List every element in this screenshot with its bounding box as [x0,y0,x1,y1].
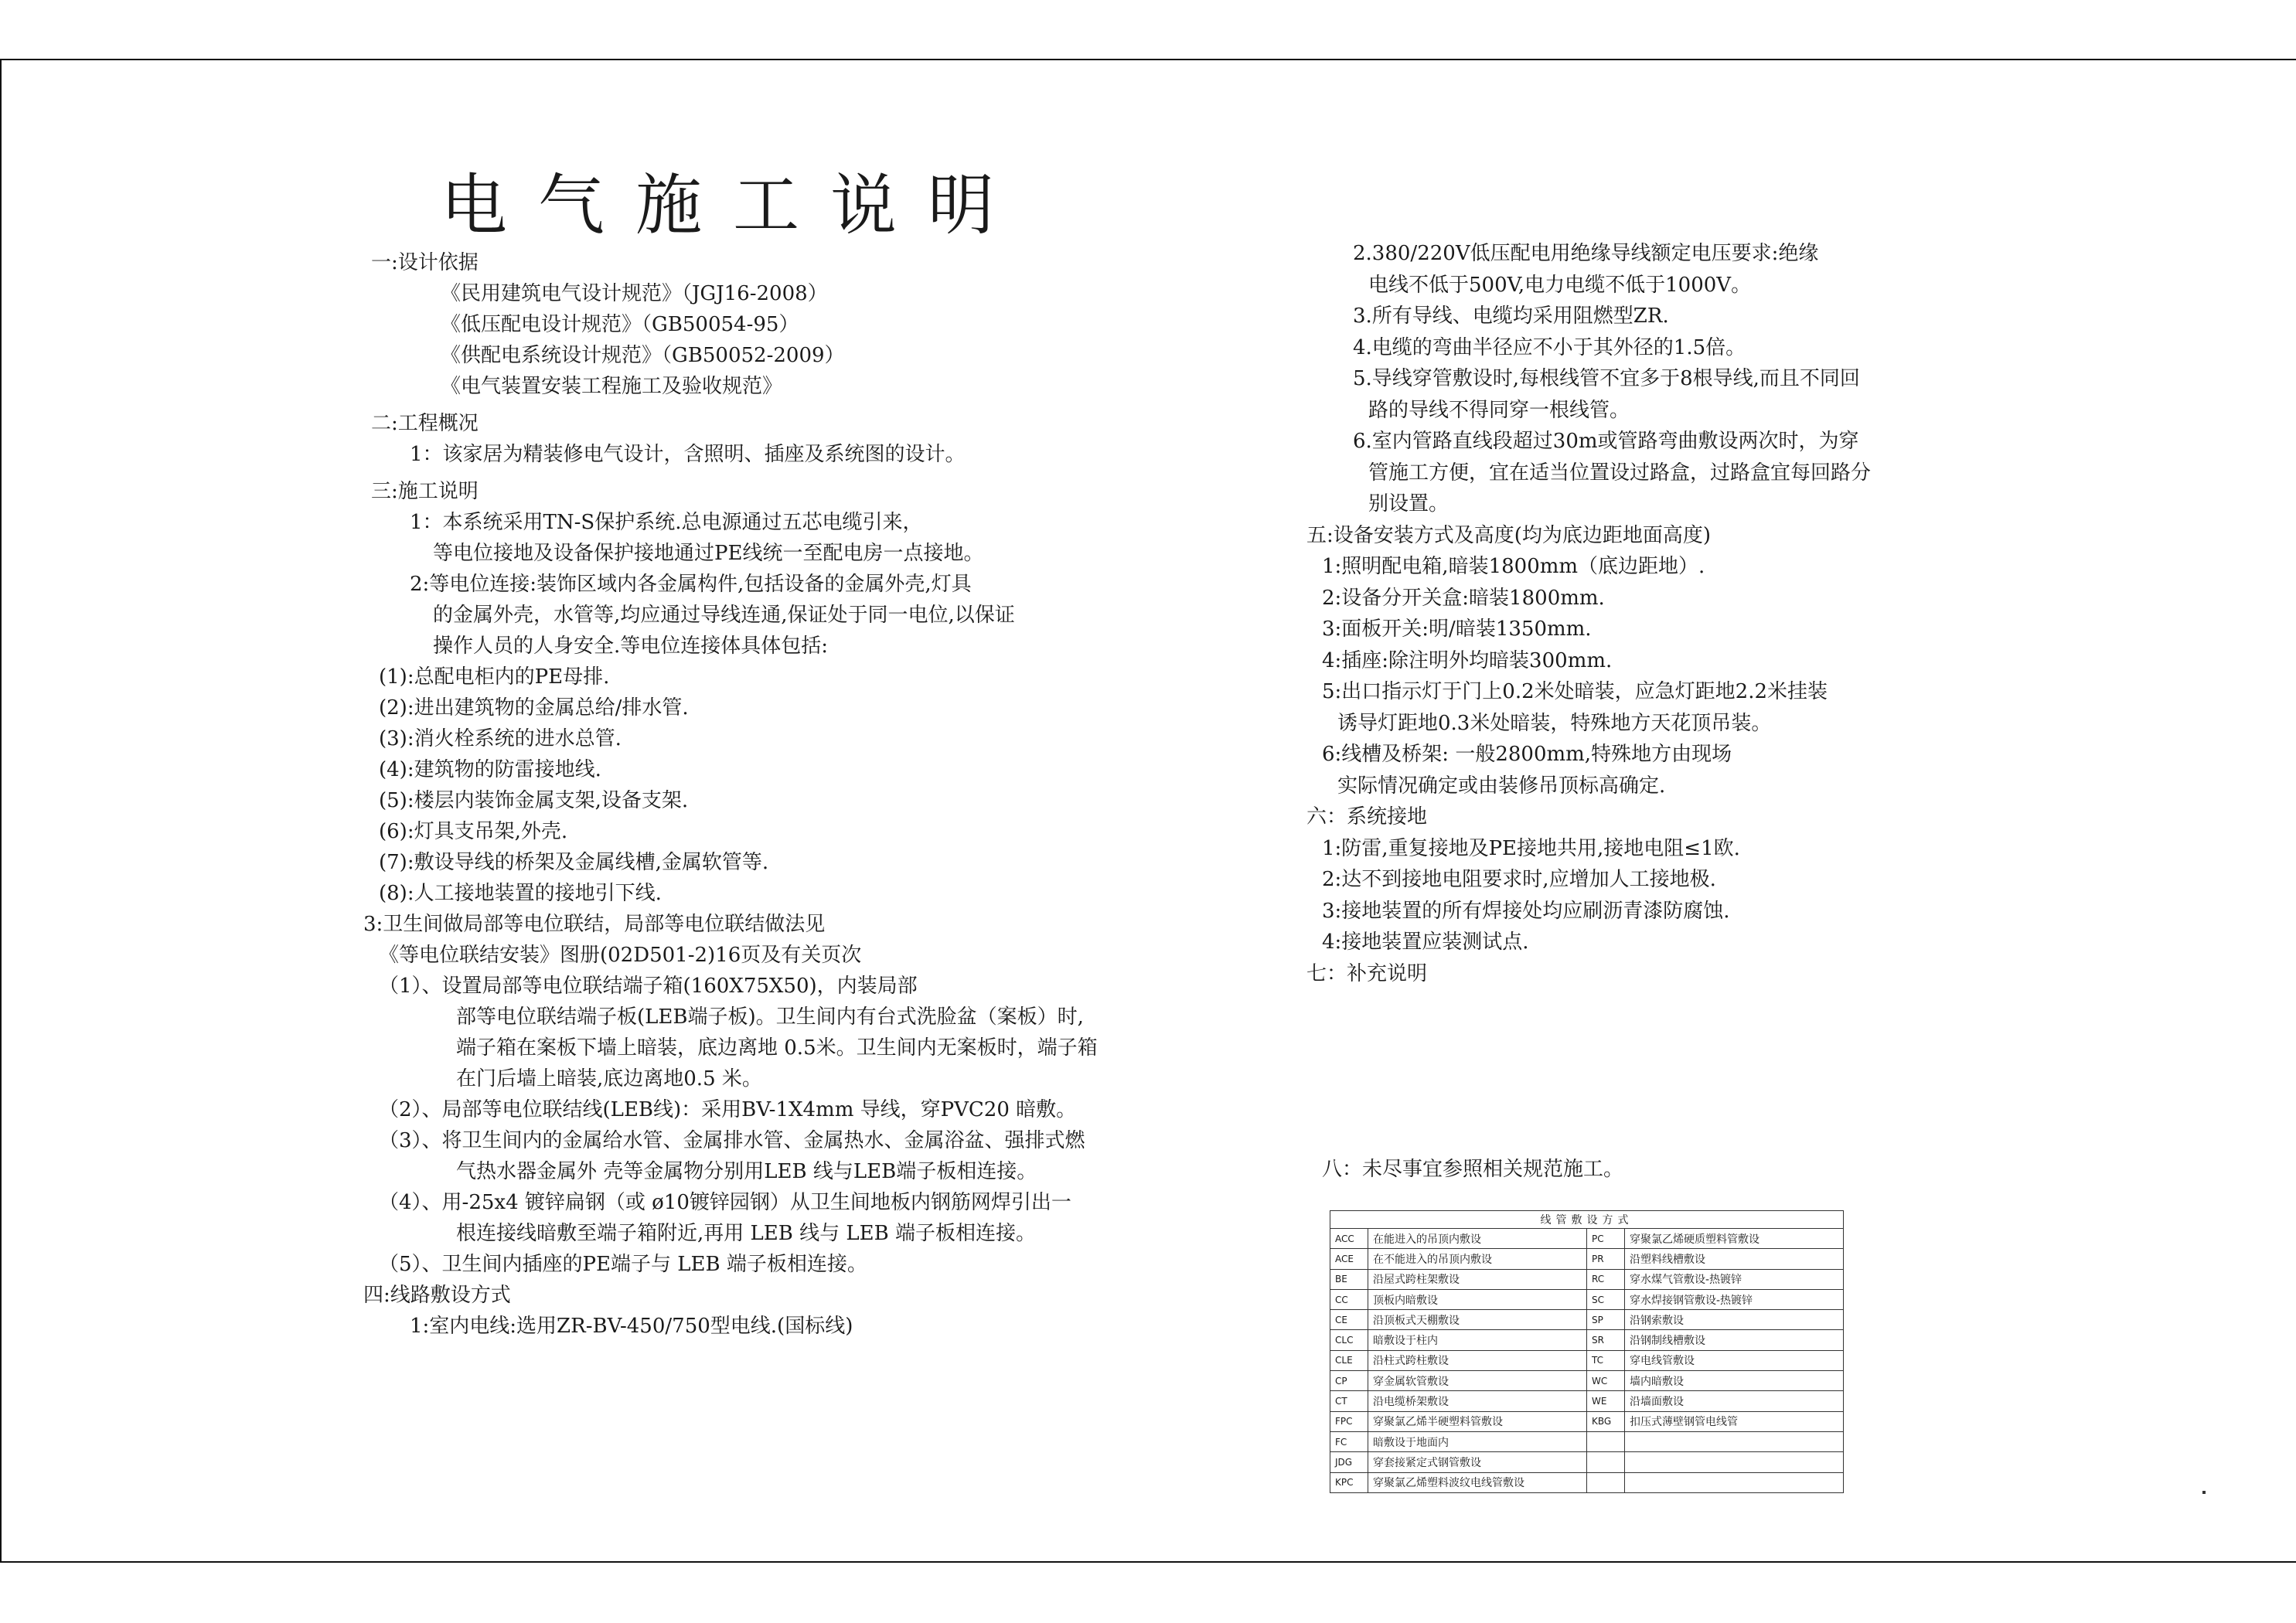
left-text-line: (3):消火栓系统的进水总管. [379,727,622,750]
wiring-desc-cell: 穿金属软管敷设 [1368,1371,1587,1391]
wiring-code-cell: SC [1587,1289,1625,1309]
left-text-line: 《低压配电设计规范》（GB50054-95） [441,313,799,336]
wiring-desc-cell: 沿屋式跨柱架敷设 [1368,1269,1587,1289]
left-text-line: 3:卫生间做局部等电位联结，局部等电位联结做法见 [363,913,826,936]
wiring-code-cell: CT [1330,1391,1368,1411]
left-text-line: 等电位接地及设备保护接地通过PE线统一至配电房一点接地。 [433,542,984,565]
wiring-desc-cell: 沿顶板式天棚敷设 [1368,1310,1587,1330]
wiring-code-cell: FC [1330,1431,1368,1451]
wiring-desc-cell: 穿电线管敷设 [1625,1350,1844,1370]
right-text-line: 5.导线穿管敷设时,每根线管不宜多于8根导线,而且不同回 [1353,367,1860,390]
wiring-desc-cell: 沿墙面敷设 [1625,1391,1844,1411]
left-text-line: （3）、将卫生间内的金属给水管、金属排水管、金属热水、金属浴盆、强排式燃 [379,1129,1085,1152]
wiring-code-cell: CC [1330,1289,1368,1309]
right-text-line: 路的导线不得同穿一根线管。 [1368,398,1630,422]
wiring-desc-cell: 穿聚氯乙烯硬质塑料管敷设 [1625,1229,1844,1249]
wiring-desc-cell [1625,1472,1844,1492]
wiring-code-cell [1587,1431,1625,1451]
left-text-line: （2）、局部等电位联结线(LEB线)：采用BV-1X4mm 导线，穿PVC20 暗敷。 [379,1098,1077,1121]
left-text-line: 三:施工说明 [371,480,479,503]
left-column [363,247,1214,1342]
right-text-line: 3:接地装置的所有焊接处均应刷沥青漆防腐蚀. [1322,899,1730,923]
wiring-code-cell: ACC [1330,1229,1368,1249]
left-text-line: (4):建筑物的防雷接地线. [379,758,601,781]
wiring-desc-cell [1625,1431,1844,1451]
table-row [1330,1391,1844,1411]
wiring-code-cell: CLC [1330,1330,1368,1350]
right-text-line: 3:面板开关:明/暗装1350mm. [1322,618,1592,641]
left-text-line: 一:设计依据 [371,251,479,274]
table-row [1330,1310,1844,1330]
wiring-code-cell: WC [1587,1371,1625,1391]
wiring-desc-cell: 沿塑料线槽敷设 [1625,1249,1844,1269]
right-text-line: 诱导灯距地0.3米处暗装，特殊地方天花顶吊装。 [1337,711,1772,735]
left-text-line: 《电气装置安装工程施工及验收规范》 [441,375,783,398]
wiring-desc-cell: 顶板内暗敷设 [1368,1289,1587,1309]
table-row [1330,1289,1844,1309]
table-row [1330,1371,1844,1391]
wiring-desc-cell: 穿聚氯乙烯半硬塑料管敷设 [1368,1411,1587,1431]
table-row [1330,1411,1844,1431]
frame-left-edge [0,59,2,1563]
left-text-line: （5）、卫生间内插座的PE端子与 LEB 端子板相连接。 [379,1253,867,1276]
left-text-line: 端子箱在案板下墙上暗装，底边离地 0.5米。卫生间内无案板时，端子箱 [456,1036,1098,1060]
left-text-line: （4）、用-25x4 镀锌扁钢（或 ø10镀锌园钢）从卫生间地板内钢筋网焊引出一 [379,1191,1071,1214]
right-text-line: 4.电缆的弯曲半径应不小于其外径的1.5倍。 [1353,335,1746,359]
right-text-line: 实际情况确定或由装修吊顶标高确定. [1337,774,1666,798]
page-title: 电气施工说明 [441,167,1025,244]
wiring-desc-cell: 暗敷设于柱内 [1368,1330,1587,1350]
wiring-desc-cell: 穿水煤气管敷设-热镀锌 [1625,1269,1844,1289]
right-text-line: 管施工方便，宜在适当位置设过路盒，过路盒宜每回路分 [1368,461,1872,485]
wiring-method-table [1330,1210,1844,1493]
wiring-desc-cell: 在能进入的吊顶内敷设 [1368,1229,1587,1249]
table-row [1330,1472,1844,1492]
wiring-code-cell: SP [1587,1310,1625,1330]
wiring-code-cell: CE [1330,1310,1368,1330]
left-text-line: 的金属外壳，水管等,均应通过导线连通,保证处于同一电位,以保证 [433,604,1015,627]
right-text-line: 1:照明配电箱,暗装1800mm（底边距地）. [1322,555,1705,578]
wiring-code-cell: PC [1587,1229,1625,1249]
right-text-line: 3.所有导线、电缆均采用阻燃型ZR. [1353,305,1669,328]
wiring-desc-cell: 沿电缆桥架敷设 [1368,1391,1587,1411]
table-row [1330,1229,1844,1249]
right-text-line: 6.室内管路直线段超过30m或管路弯曲敷设两次时，为穿 [1353,430,1859,453]
section-gap [363,470,1214,476]
left-text-line: 1:室内电线:选用ZR-BV-450/750型电线.(国标线) [410,1315,853,1338]
wiring-code-cell: BE [1330,1269,1368,1289]
left-text-line: （1）、设置局部等电位联结端子箱(160X75X50)，内装局部 [379,975,918,998]
right-text-line: 5:出口指示灯于门上0.2米处暗装，应急灯距地2.2米挂装 [1322,680,1828,703]
left-text-line: 2:等电位连接:装饰区域内各金属构件,包括设备的金属外壳,灯具 [410,573,972,596]
right-column [1306,238,2080,989]
wiring-desc-cell: 暗敷设于地面内 [1368,1431,1587,1451]
wiring-desc-cell [1625,1452,1844,1472]
left-text-line: 根连接线暗敷至端子箱附近,再用 LEB 线与 LEB 端子板相连接。 [456,1222,1037,1245]
left-text-line: 《等电位联结安装》图册(02D501-2)16页及有关页次 [379,944,862,967]
wiring-code-cell: RC [1587,1269,1625,1289]
right-text-line: 6:线槽及桥架: 一般2800mm,特殊地方由现场 [1322,743,1732,766]
table-row [1330,1330,1844,1350]
left-text-line: (2):进出建筑物的金属总给/排水管. [379,696,689,720]
left-text-line: (7):敷设导线的桥架及金属线槽,金属软管等. [379,851,769,874]
left-text-line: 在门后墙上暗装,底边离地0.5 米。 [456,1067,762,1091]
wiring-code-cell: TC [1587,1350,1625,1370]
wiring-code-cell: WE [1587,1391,1625,1411]
left-text-line: (6):灯具支吊架,外壳. [379,820,568,843]
wiring-desc-cell: 墙内暗敷设 [1625,1371,1844,1391]
wiring-code-cell: ACE [1330,1249,1368,1269]
wiring-code-cell: KBG [1587,1411,1625,1431]
left-text-line: (5):楼层内装饰金属支架,设备支架. [379,789,689,812]
left-text-line: 《民用建筑电气设计规范》（JGJ16-2008） [441,282,828,305]
left-text-line: 四:线路敷设方式 [363,1284,511,1307]
wiring-code-cell [1587,1472,1625,1492]
right-text-line: 别设置。 [1368,492,1449,515]
left-text-line: 操作人员的人身安全.等电位连接体具体包括: [433,635,829,658]
table-row [1330,1350,1844,1370]
table-row [1330,1249,1844,1269]
left-text-line: 1：本系统采用TN-S保护系统.总电源通过五芯电缆引来， [410,511,923,534]
corner-mark [2202,1491,2206,1494]
right-text-line: 4:插座:除注明外均暗装300mm. [1322,648,1613,672]
right-text-line: 五:设备安装方式及高度(均为底边距地面高度) [1306,523,1712,547]
wiring-table-title: 线管敷设方式 [1330,1211,1844,1229]
table-row [1330,1452,1844,1472]
wiring-code-cell [1587,1452,1625,1472]
wiring-desc-cell: 穿聚氯乙烯塑料波纹电线管敷设 [1368,1472,1587,1492]
wiring-desc-cell: 沿钢索敷设 [1625,1310,1844,1330]
right-text-line: 2.380/220V低压配电用绝缘导线额定电压要求:绝缘 [1353,242,1819,265]
left-text-line: (1):总配电柜内的PE母排. [379,665,610,689]
right-text-line: 1:防雷,重复接地及PE接地共用,接地电阻≤1欧. [1322,836,1740,860]
section-gap [363,402,1214,408]
wiring-code-cell: CP [1330,1371,1368,1391]
left-text-line: 部等电位联结端子板(LEB端子板)。卫生间内有台式洗脸盆（案板）时, [456,1005,1084,1029]
right-text-line: 2:设备分开关盒:暗装1800mm. [1322,586,1605,610]
right-text-line: 六：系统接地 [1306,805,1428,829]
wiring-desc-cell: 穿水焊接钢管敷设-热镀锌 [1625,1289,1844,1309]
right-text-line: 2:达不到接地电阻要求时,应增加人工接地极. [1322,868,1716,891]
wiring-code-cell: KPC [1330,1472,1368,1492]
wiring-desc-cell: 沿柱式跨柱敷设 [1368,1350,1587,1370]
wiring-code-cell: SR [1587,1330,1625,1350]
table-row [1330,1431,1844,1451]
wiring-desc-cell: 沿钢制线槽敷设 [1625,1330,1844,1350]
wiring-desc-cell: 扣压式薄壁钢管电线管 [1625,1411,1844,1431]
wiring-code-cell: JDG [1330,1452,1368,1472]
left-text-line: 《供配电系统设计规范》（GB50052-2009） [441,344,845,367]
left-text-line: (8):人工接地装置的接地引下线. [379,882,662,905]
table-row [1330,1269,1844,1289]
wiring-code-cell: CLE [1330,1350,1368,1370]
note-eight: 八：未尽事宜参照相关规范施工。 [1322,1158,1624,1181]
wiring-table-body [1330,1229,1844,1493]
wiring-code-cell: PR [1587,1249,1625,1269]
wiring-desc-cell: 穿套接紧定式钢管敷设 [1368,1452,1587,1472]
left-text-line: 1：该家居为精装修电气设计，含照明、插座及系统图的设计。 [410,443,966,466]
wiring-desc-cell: 在不能进入的吊顶内敷设 [1368,1249,1587,1269]
right-text-line: 4:接地装置应装测试点. [1322,931,1529,954]
left-text-line: 二:工程概况 [371,412,479,435]
wiring-code-cell: FPC [1330,1411,1368,1431]
right-text-line: 七：补充说明 [1306,961,1428,985]
left-text-line: 气热水器金属外 壳等金属物分别用LEB 线与LEB端子板相连接。 [456,1160,1037,1183]
right-text-line: 电线不低于500V,电力电缆不低于1000V。 [1368,273,1752,297]
